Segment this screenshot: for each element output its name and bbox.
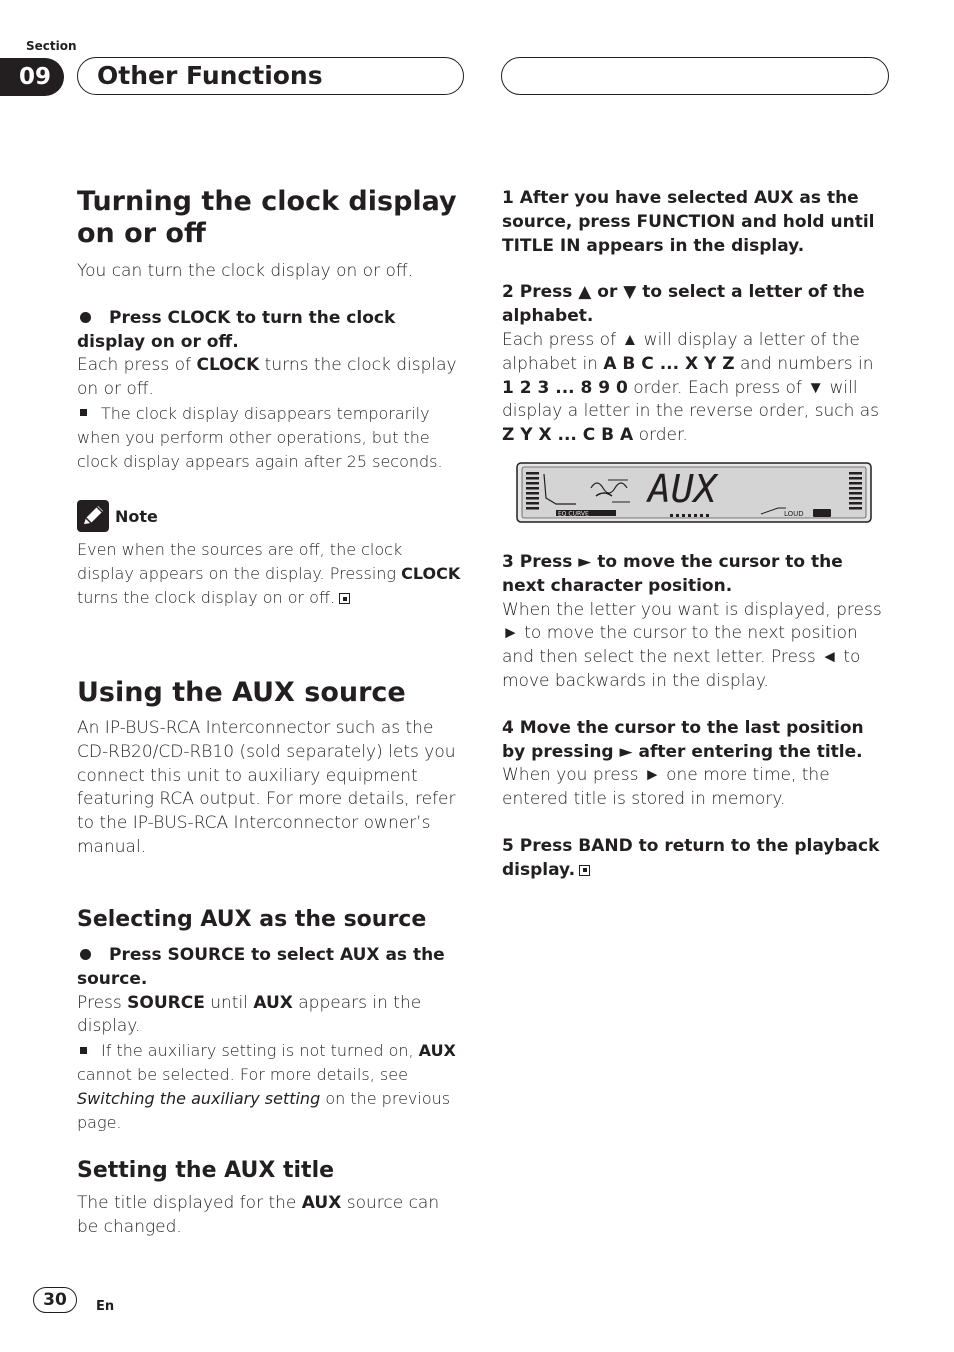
clock-body: Each press of CLOCK turns the clock display on or off. — [77, 355, 457, 400]
square-bullet-icon — [80, 409, 87, 416]
setting-body: The title displayed for the AUX source can be changed. — [77, 1193, 440, 1237]
step-4-body: When you press ► one more time, the entered title is stored in memory. — [502, 765, 830, 810]
end-mark-icon — [579, 865, 590, 876]
language-code: En — [96, 1299, 115, 1314]
clock-intro: You can turn the clock display on or off. — [77, 261, 413, 281]
loud-label: LOUD — [784, 510, 804, 518]
step-2: 2 Press ▲ or ▼ to select a letter of the alphabet. — [502, 282, 865, 327]
step-1: 1 After you have selected AUX as the source, press FUNCTION and hold until TITLE IN appears in the display. — [502, 188, 875, 256]
bullet-dot-icon — [80, 312, 91, 323]
clock-sub-note: The clock display disappears temporarily when you perform other operations, but the clock display appears again after 25 seconds. — [77, 403, 443, 471]
section-number: 09 — [0, 58, 64, 96]
steps-1-2 — [502, 187, 888, 448]
aux-heading: Using the AUX source — [77, 677, 406, 708]
selecting-sub-note: If the auxiliary setting is not turned on, AUX cannot be selected. For more details, see Switching the auxiliary setting on the previous page. — [77, 1041, 456, 1133]
setting-section — [77, 1157, 463, 1240]
note-text: Even when the sources are off, the clock display appears on the display. Pressing CLOCK turns the clock display on or off. — [77, 540, 461, 607]
step-4: 4 Move the cursor to the last position by pressing ► after entering the title. — [502, 717, 864, 762]
end-mark-icon — [339, 593, 350, 604]
step-2-body: Each press of ▲ will display a letter of the alphabet in A B C ... X Y Z and numbers in 1 2 3 ... 8 9 0 order. Each press of ▼ will display a letter in the reverse order, such as Z Y X ... C B A order. — [502, 329, 880, 446]
square-bullet-icon — [80, 1047, 87, 1054]
step-5: 5 Press BAND to return to the playback display. — [502, 835, 880, 880]
note-box — [77, 500, 463, 610]
clock-heading: Turning the clock display on or off — [77, 186, 457, 249]
header-blank-frame — [501, 57, 889, 95]
aux-section — [77, 677, 463, 860]
chapter-title: Other Functions — [97, 61, 323, 90]
note-header — [77, 500, 463, 532]
selecting-bullet-step: Press SOURCE to select AUX as the source. — [77, 945, 445, 989]
bullet-dot-icon — [80, 949, 91, 960]
steps-3-5 — [502, 551, 888, 883]
display-illustration — [516, 462, 872, 524]
aux-intro: An IP-BUS-RCA Interconnector such as the CD-RB20/CD-RB10 (sold separately) lets you connect this unit to auxiliary equipment featuring RCA output. For more details, refer to the IP-BUS-RCA Interconnector owner’s manual. — [77, 718, 456, 857]
step-3: 3 Press ► to move the cursor to the next character position. — [502, 552, 843, 596]
eq-curve-label: EQ CURVE — [558, 510, 589, 518]
note-label: Note — [115, 506, 158, 526]
clock-section — [77, 186, 463, 474]
pencil-note-icon — [77, 500, 109, 532]
setting-heading: Setting the AUX title — [77, 1158, 335, 1183]
section-label: Section — [26, 39, 77, 53]
selecting-heading: Selecting AUX as the source — [77, 907, 427, 932]
page-number: 30 — [33, 1287, 77, 1313]
clock-bullet-step: Press CLOCK to turn the clock display on or off. — [77, 307, 396, 352]
selecting-body: Press SOURCE until AUX appears in the display. — [77, 992, 422, 1037]
aux-segment-text: AUX — [648, 467, 717, 511]
selecting-section — [77, 906, 463, 1135]
step-3-body: When the letter you want is displayed, press ► to move the cursor to the next position and then select the next letter. Press ◄ to move backwards in the display. — [502, 599, 882, 691]
